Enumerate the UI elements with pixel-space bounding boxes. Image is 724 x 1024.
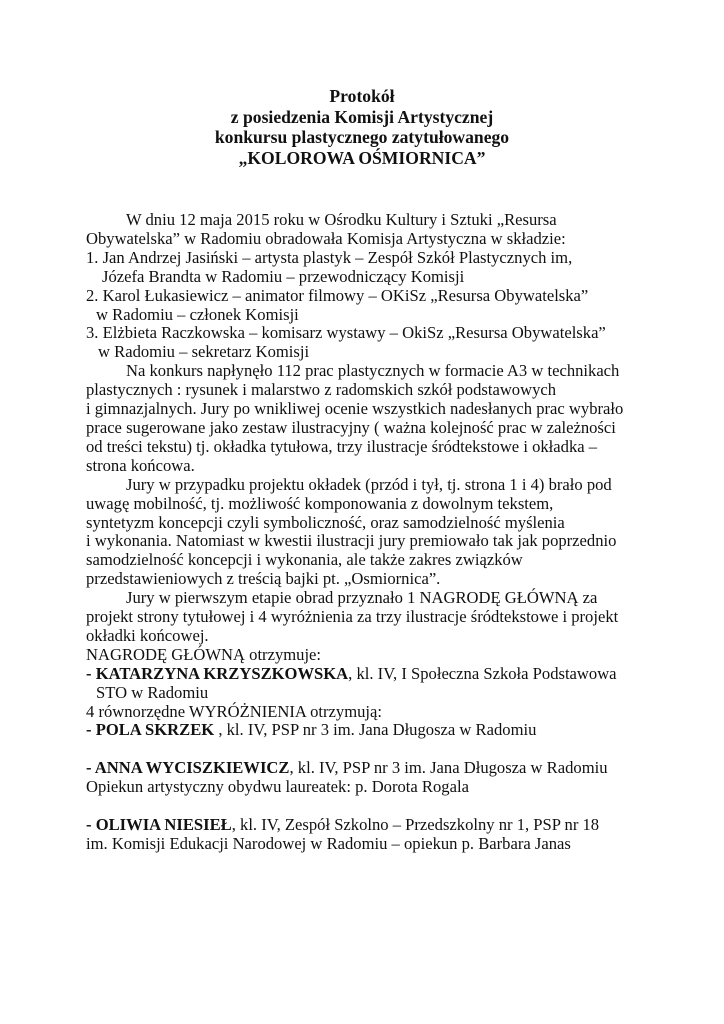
paragraph-line: Na konkurs napłynęło 112 prac plastycznych w formacie A3 w technikach bbox=[126, 361, 620, 381]
title-line-2: z posiedzenia Komisji Artystycznej bbox=[230, 106, 494, 127]
distinction-detail: , kl. IV, PSP nr 3 im. Jana Długosza w Radomiu bbox=[289, 758, 608, 778]
winner-prefix: - bbox=[86, 663, 96, 683]
paragraph-line: strona końcowa. bbox=[86, 455, 195, 475]
paragraph-line: plastycznych : rysunek i malarstwo z radomskich szkół podstawowych bbox=[86, 380, 557, 400]
distinction-detail: , kl. IV, Zespół Szkolno – Przedszkolny nr 1, PSP nr 18 bbox=[231, 814, 600, 834]
winner-detail: , kl. IV, I Społeczna Szkoła Podstawowa bbox=[348, 663, 617, 683]
paragraph-line: i gimnazjalnych. Jury po wnikliwej ocenie wszystkich nadesłanych prac wybrało bbox=[86, 399, 624, 419]
paragraph-line: Jury w pierwszym etapie obrad przyznało 1 NAGRODĘ GŁÓWNĄ za bbox=[126, 588, 598, 608]
paragraph-line: okładki końcowej. bbox=[86, 625, 209, 645]
intro-line: Obywatelska” w Radomiu obradowała Komisja Artystyczna w składzie: bbox=[86, 228, 566, 248]
member-line: 3. Elżbieta Raczkowska – komisarz wystawy – OkiSz „Resursa Obywatelska” bbox=[86, 323, 606, 343]
blank-line bbox=[86, 740, 646, 759]
winner-detail-line: STO w Radomiu bbox=[96, 682, 209, 702]
paragraph-line: Jury w przypadku projektu okładek (przód i tył, tj. strona 1 i 4) brało pod bbox=[126, 474, 612, 494]
distinctions-label: 4 równorzędne WYRÓŻNIENIA otrzymują: bbox=[86, 701, 382, 721]
main-prize-label: NAGRODĘ GŁÓWNĄ otrzymuje: bbox=[86, 644, 322, 664]
title-line-3: konkursu plastycznego zatytułowanego bbox=[214, 127, 510, 147]
paragraph-line: samodzielność koncepcji i wykonania, ale także zakres związków bbox=[86, 550, 523, 570]
distinction-item bbox=[86, 721, 646, 740]
distinction-prefix: - bbox=[86, 720, 96, 740]
title-line-4: „KOLOROWA OŚMIORNICA” bbox=[238, 147, 486, 168]
distinction-name: POLA SKRZEK bbox=[95, 720, 215, 740]
distinction-prefix: - bbox=[86, 758, 95, 778]
member-line: Józefa Brandta w Radomiu – przewodniczący Komisji bbox=[102, 266, 465, 286]
paragraph-line: syntetyzm koncepcji czyli symboliczność, oraz samodzielność myślenia bbox=[86, 512, 565, 532]
distinction-item bbox=[86, 816, 646, 835]
document-body bbox=[86, 211, 646, 854]
member-line: w Radomiu – sekretarz Komisji bbox=[98, 342, 310, 362]
winner-name: KATARZYNA KRZYSZKOWSKA bbox=[95, 663, 349, 683]
member-line: w Radomiu – członek Komisji bbox=[96, 304, 299, 324]
paragraph-line: przedstawieniowych z treścią bajki pt. „Osmiornica”. bbox=[86, 569, 441, 589]
document-title bbox=[0, 86, 724, 168]
paragraph-line: uwagę mobilność, tj. możliwość komponowania z dowolnym tekstem, bbox=[86, 493, 554, 513]
main-prize-winner bbox=[86, 665, 646, 684]
distinction-name: ANNA WYCISZKIEWICZ bbox=[94, 758, 290, 778]
paragraph-line: prace sugerowane jako zestaw ilustracyjny ( ważna kolejność prac w zależności bbox=[86, 417, 616, 437]
member-line: 2. Karol Łukasiewicz – animator filmowy – OKiSz „Resursa Obywatelska” bbox=[86, 285, 589, 305]
distinction-prefix: - bbox=[86, 814, 96, 834]
distinction-detail-line: im. Komisji Edukacji Narodowej w Radomiu – opiekun p. Barbara Janas bbox=[86, 833, 571, 853]
blank-line bbox=[86, 797, 646, 816]
distinction-detail-line: Opiekun artystyczny obydwu laureatek: p. Dorota Rogala bbox=[86, 777, 469, 797]
distinction-detail: , kl. IV, PSP nr 3 im. Jana Długosza w Radomiu bbox=[214, 720, 537, 740]
intro-line: W dniu 12 maja 2015 roku w Ośrodku Kultury i Sztuki „Resursa bbox=[126, 210, 557, 229]
member-line: 1. Jan Andrzej Jasiński – artysta plastyk – Zespół Szkół Plastycznych im, bbox=[86, 247, 573, 267]
paragraph-line: od treści tekstu) tj. okładka tytułowa, trzy ilustracje śródtekstowe i okładka – bbox=[86, 436, 598, 456]
title-line-1: Protokół bbox=[329, 86, 395, 106]
paragraph-line: i wykonania. Natomiast w kwestii ilustracji jury premiowało tak jak poprzednio bbox=[86, 531, 617, 551]
paragraph-line: projekt strony tytułowej i 4 wyróżnienia za trzy ilustracje śródtekstowe i projekt bbox=[86, 607, 619, 627]
distinction-item bbox=[86, 759, 646, 778]
distinction-name: OLIWIA NIESIEŁ bbox=[95, 814, 232, 834]
